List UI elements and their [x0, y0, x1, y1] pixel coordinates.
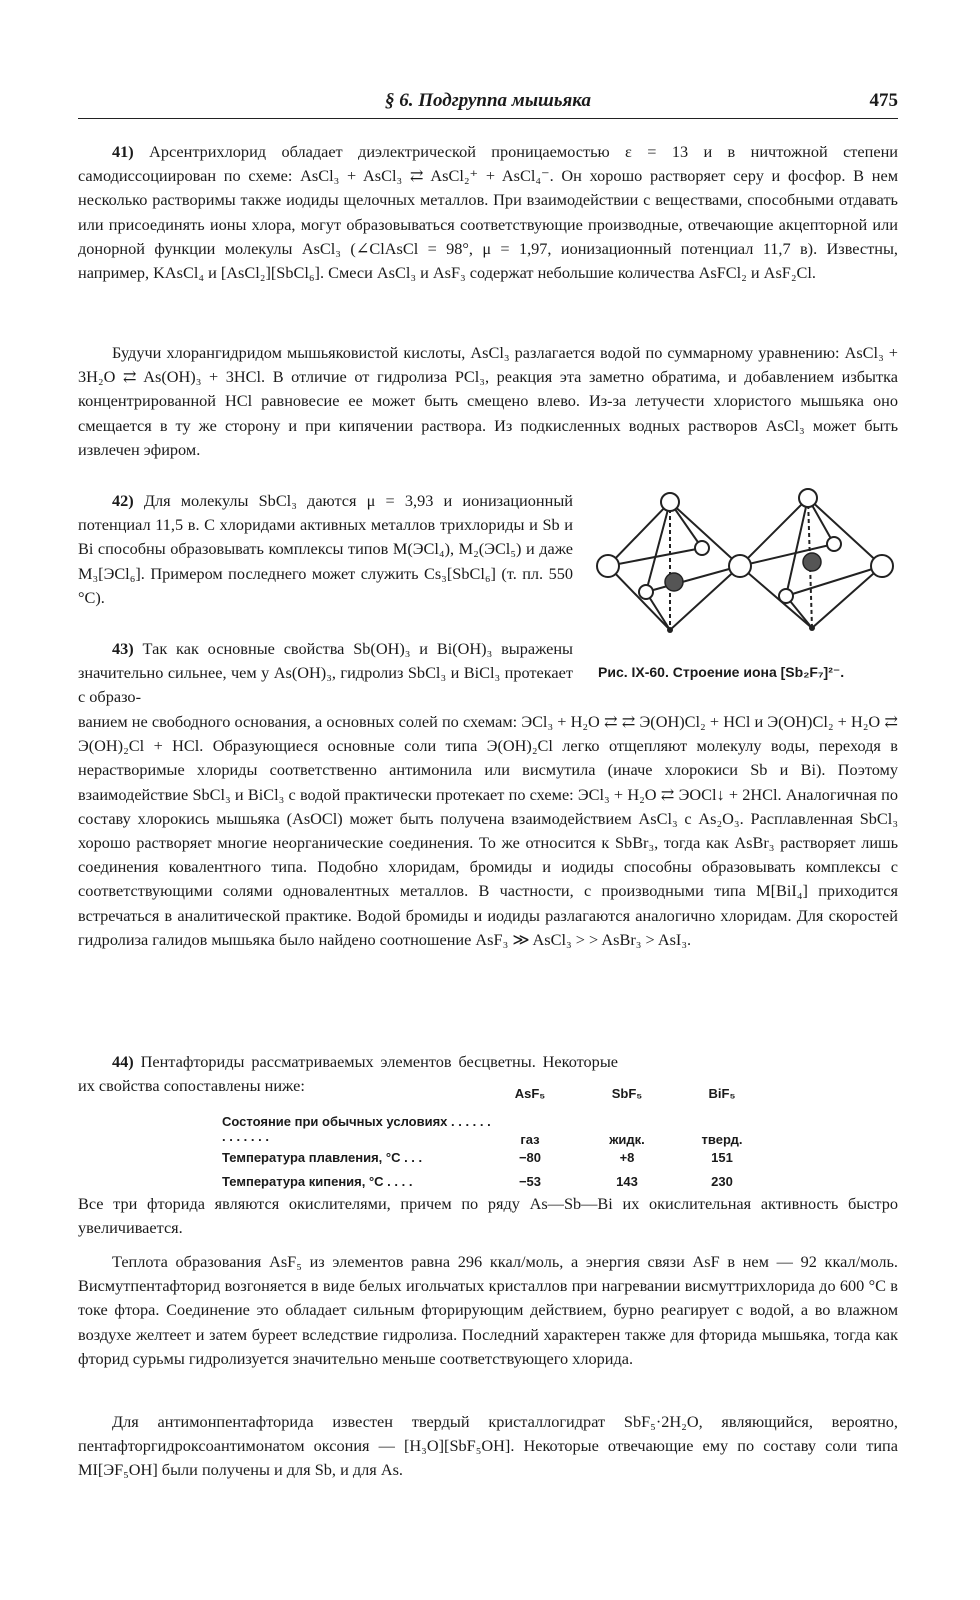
table-cell: −53 [518, 1174, 542, 1189]
row-label: Температура плавления, °C . . . [222, 1150, 423, 1165]
sb2f7-structure-figure [590, 484, 900, 694]
paragraph-text: Будучи хлорангидридом мышьяковистой кислоты, AsCl₃ разлагается водой по суммарному уравнению: AsCl₃ + 3H₂O ⇄ As(OH)₃ + 3HCl. В отличие от гидролиза PCl₃, реакция эта заметно обратима, и добавлением избытка концентрированной HCl равновесие ее может быть смещено влево. Из-за летучести хлористого мышьяка оно смещается в ту же сторону и при кипячении раствора. Из подкисленных водных растворов AsCl₃ может быть извлечен эфиром. [78, 343, 898, 459]
table-cell: −80 [518, 1150, 542, 1165]
paragraph-text: Для антимонпентафторида известен твердый кристаллогидрат SbF₅·2H₂O, являющийся, вероятно, пентафторгидроксоантимонатом оксония — [H₃O][SbF₅OH]. Некоторые отвечающие ему по составу соли типа MI[ЭF₅OH] были получены и для Sb, и для As. [78, 1412, 898, 1480]
paragraph-42 [78, 489, 573, 610]
table-cell: 143 [616, 1174, 638, 1189]
paragraph-number: 41) [112, 142, 134, 161]
column-header: SbF₅ [611, 1086, 643, 1101]
column-header: BiF₅ [708, 1086, 736, 1101]
page-number: 475 [869, 90, 898, 111]
row-label: Состояние при обычных условиях . . . . . . . . . . . . . [222, 1114, 491, 1144]
paragraph-number: 44) [112, 1052, 134, 1071]
paragraph-44-heat [78, 1250, 898, 1371]
table-row [222, 1150, 742, 1174]
row-label: Температура кипения, °C . . . . [222, 1174, 413, 1189]
table-header-row [222, 1086, 742, 1108]
paragraph-number: 42) [112, 491, 134, 510]
paragraph-43 [78, 710, 898, 952]
paragraph-text: Пентафториды рассматриваемых элементов бесцветны. Некоторые их свойства сопоставлены ниже: [78, 1052, 618, 1096]
paragraph-43-wrap [78, 637, 573, 710]
table-cell: +8 [619, 1150, 635, 1165]
paragraph-44-continued [78, 1192, 898, 1240]
paragraph-text: Так как основные свойства Sb(OH)₃ и Bi(OH)₃ выражены значительно сильнее, чем у As(OH)₃, гидролиз SbCl₃ и BiCl₃ протекает с образо- [78, 639, 573, 707]
pentafluoride-properties-table [222, 1086, 742, 1198]
figure-caption: Рис. IX-60. Строение иона [Sb₂F₇]²⁻. [598, 664, 845, 680]
paragraph-text: ванием не свободного основания, а основных солей по схемам: ЭCl₃ + H₂O ⇄ ⇄ Э(OH)Cl₂ + HCl и Э(OH)Cl₂ + H₂O ⇄ Э(OH)₂Cl + HCl. Образующиеся основные соли типа Э(OH)₂Cl легко отщепляют молекулу воды, переходя в нерастворимые хлориды соответственно антимонила или висмутила (иначе хлорокиси Sb и Bi). Поэтому взаимодействие SbCl₃ и BiCl₃ с водой практически протекает по схеме: ЭCl₃ + H₂O ⇄ ЭOCl↓ + 2HCl. Аналогичная по составу хлорокись мышьяка (AsOCl) может быть получена взаимодействием AsCl₃ с As₂O₃. Расплавленная SbCl₃ хорошо растворяет многие неорганические соединения. То же относится к SbBr₃, тогда как AsBr₃ растворяет лишь соединения ковалентного типа. Подобно хлоридам, бромиды и иодиды способны образовывать комплексы с соответствующими солями одновалентных металлов. В частности, с производными типа M[BiI₄] приходится встречаться в аналитической практике. Водой бромиды и иодиды разлагаются аналогично хлоридам. Для скоростей гидролиза галидов мышьяка было найдено соотношение AsF₃ ≫ AsCl₃ > > AsBr₃ > AsI₃. [78, 712, 898, 949]
table-row [222, 1114, 742, 1150]
paragraph-text: Для молекулы SbCl₃ даются μ = 3,93 и ионизационный потенциал 11,5 в. С хлоридами активных металлов трихлориды и Sb и Bi способны образовывать комплексы типов M(ЭCl₄), M₂(ЭCl₅) и даже M₃[ЭCl₆]. Примером последнего может служить Cs₃[SbCl₆] (т. пл. 550 °C). [78, 491, 573, 607]
table-cell: жидк. [609, 1132, 645, 1147]
section-title: § 6. Подгруппа мышьяка [385, 90, 591, 111]
paragraph-text: Все три фторида являются окислителями, причем по ряду As—Sb—Bi их окислительная активность быстро увеличивается. [78, 1194, 898, 1238]
paragraph-text: Арсентрихлорид обладает диэлектрической проницаемостью ε = 13 и в ничтожной степени самодиссоциирован по схеме: AsCl₃ + AsCl₃ ⇄ AsCl₂⁺ + AsCl₄⁻. Он хорошо растворяет серу и фосфор. В нем несколько растворимы также иодиды щелочных металлов. При взаимодействии с веществами, способными отдавать или присоединять ионы хлора, могут образовываться соответствующие производные, отвечающие акцепторной или донорной функции молекулы AsCl₃ (∠ClAsCl = 98°, μ = 1,97, ионизационный потенциал 11,7 в). Известны, например, KAsCl₄ и [AsCl₂][SbCl₆]. Смеси AsCl₃ и AsF₃ содержат небольшие количества AsFCl₂ и AsF₂Cl. [78, 142, 898, 283]
paragraph-text: Теплота образования AsF₅ из элементов равна 296 ккал/моль, а энергия связи AsF в нем — 92 ккал/моль. Висмутпентафторид возгоняется в виде белых игольчатых кристаллов при нагревании висмуттрихлорида до 600 °C в токе фтора. Соединение это обладает сильным фторирующим действием, бурно реагирует с водой, а во влажном воздухе желтеет и затем буреет вследствие гидролиза. Последний характерен также для фторида мышьяка, тогда как фторид сурьмы гидролизуется значительно меньше соответствующего хлорида. [78, 1252, 898, 1368]
paragraph-number: 43) [112, 639, 134, 658]
table-cell: 230 [711, 1174, 733, 1189]
column-header: AsF₅ [514, 1086, 546, 1101]
running-header [78, 88, 898, 119]
table-cell: газ [520, 1132, 540, 1147]
paragraph-41-continued [78, 341, 898, 462]
octahedra-diagram [590, 484, 900, 654]
paragraph-41 [78, 140, 898, 285]
table-cell: 151 [711, 1150, 733, 1165]
table-cell: тверд. [701, 1132, 743, 1147]
paragraph-44-hydrate [78, 1410, 898, 1483]
